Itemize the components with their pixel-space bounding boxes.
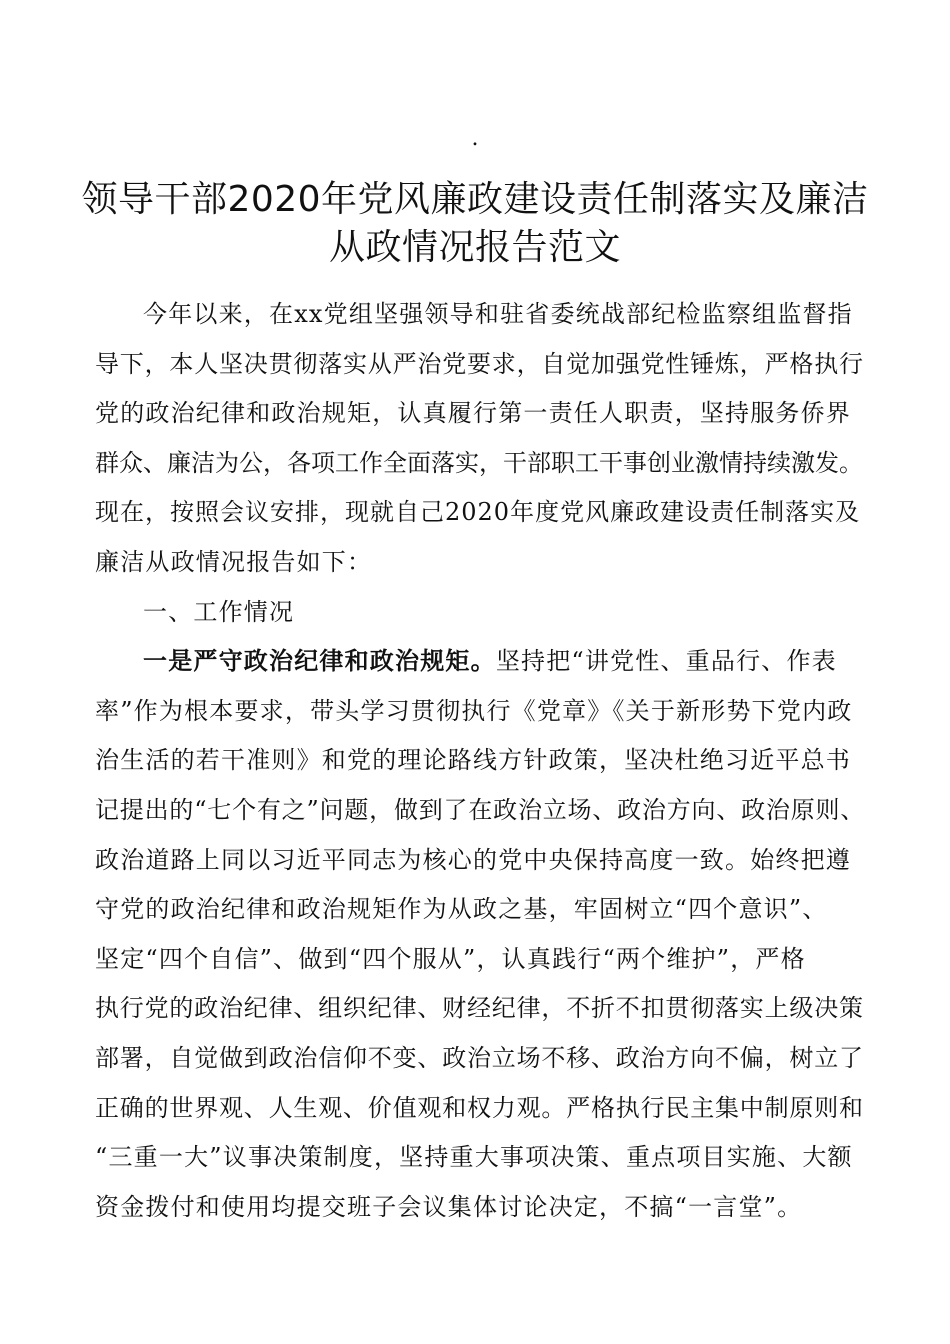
text-line: 导下，本人坚决贯彻落实从严治党要求，自觉加强党性锤炼，严格执行	[95, 349, 864, 378]
header-dot: .	[471, 126, 479, 151]
text-line: 政治道路上同以习近平同志为核心的党中央保持高度一致。始终把遵	[95, 845, 851, 874]
work-paragraph-1	[95, 637, 865, 1232]
intro-paragraph	[95, 290, 865, 588]
section-heading-text: 一、工作情况	[143, 597, 295, 626]
text-line: 部署，自觉做到政治信仰不变、政治立场不移、政治方向不偏，树立了	[95, 1043, 864, 1072]
title-line-2: 从政情况报告范文	[328, 227, 621, 268]
text-line: 党的政治纪律和政治规矩，认真履行第一责任人职责，坚持服务侨界	[95, 399, 851, 428]
section-heading	[95, 588, 865, 638]
text-line: 资金拨付和使用均提交班子会议集体讨论决定，不搞“一言堂”。	[95, 1192, 803, 1221]
document-title	[80, 176, 870, 272]
text-line	[95, 637, 865, 687]
paragraph-lead-rest: 坚持把“讲党性、重品行、作表	[495, 647, 837, 676]
text-line: 记提出的“七个有之”问题，做到了在政治立场、政治方向、政治原则、	[95, 795, 866, 824]
title-line-1: 领导干部2020年党风廉政建设责任制落实及廉洁	[81, 179, 869, 220]
text-line: 坚定“四个自信”、做到“四个服从”，认真践行“两个维护”，严格	[95, 944, 806, 973]
text-line: 执行党的政治纪律、组织纪律、财经纪律，不折不扣贯彻落实上级决策	[95, 994, 864, 1023]
text-line: 治生活的若干准则》和党的理论路线方针政策，坚决杜绝习近平总书	[95, 746, 851, 775]
text-line: 今年以来，在xx党组坚强领导和驻省委统战部纪检监察组监督指	[143, 300, 853, 328]
text-line: “三重一大”议事决策制度，坚持重大事项决策、重点项目实施、大额	[95, 1143, 853, 1172]
text-line: 现在，按照会议安排，现就自己2020年度党风廉政建设责任制落实及	[95, 498, 861, 527]
paragraph-lead: 一是严守政治纪律和政治规矩。	[143, 647, 496, 676]
document-body	[95, 290, 865, 1232]
text-line: 守党的政治纪律和政治规矩作为从政之基，牢固树立“四个意识”、	[95, 895, 828, 924]
text-line: 群众、廉洁为公，各项工作全面落实，干部职工干事创业激情持续激发。	[95, 448, 863, 477]
text-line: 率”作为根本要求，带头学习贯彻执行《党章》《关于新形势下党内政	[95, 696, 853, 725]
text-line: 正确的世界观、人生观、价值观和权力观。严格执行民主集中制原则和	[95, 1093, 864, 1122]
text-line: 廉洁从政情况报告如下：	[95, 547, 373, 576]
